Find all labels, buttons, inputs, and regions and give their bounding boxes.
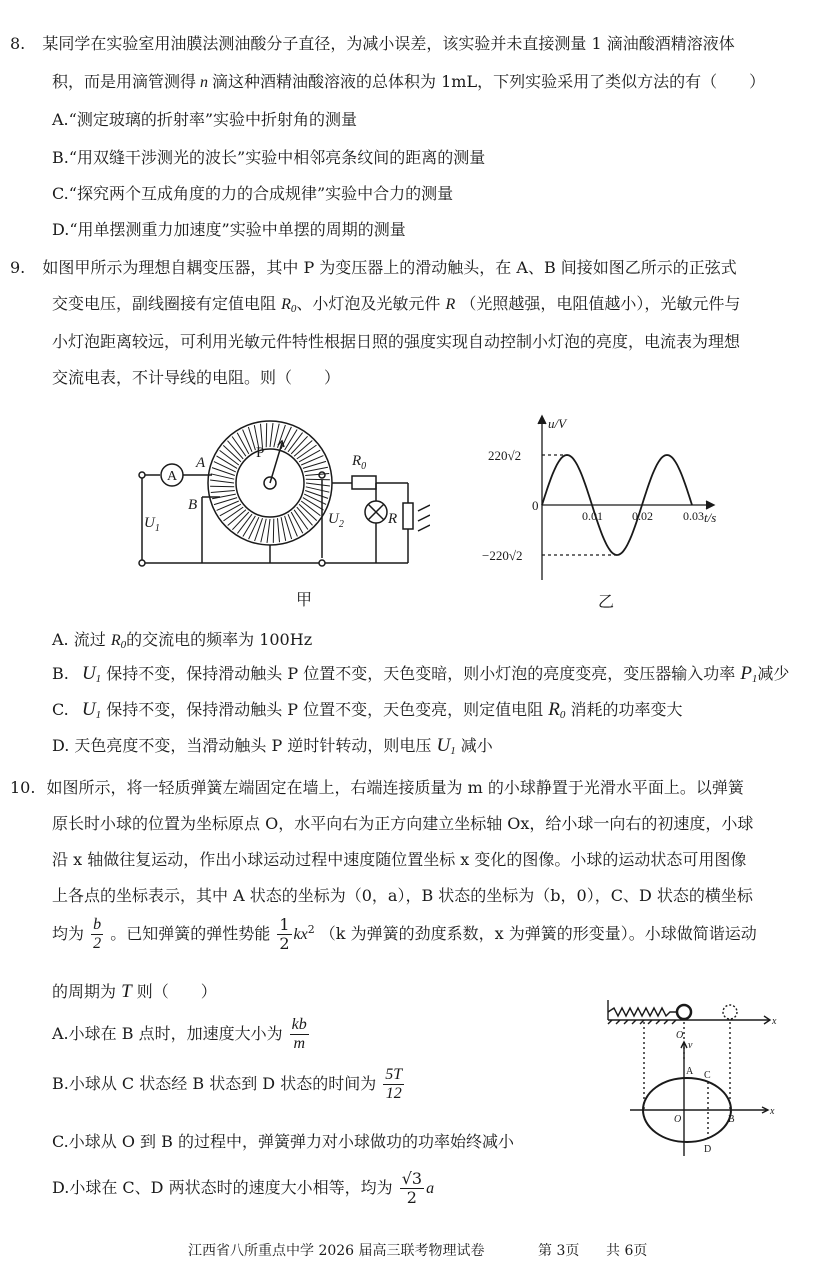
fig-o-top: O (676, 1030, 684, 1041)
q9-stem-line-1 (10, 256, 737, 280)
q9-option-a[interactable]: A. 流过 $R_0$的交流电的频率为 100Hz (52, 630, 313, 651)
fig-v-axis: v (688, 1040, 693, 1051)
coil-turn (285, 430, 298, 451)
fig-point-d: D (704, 1144, 712, 1155)
coil-turn (261, 519, 266, 543)
q9-figure-yi-caption: 乙 (598, 592, 615, 611)
q9-figure-jia (130, 405, 430, 595)
coil-turn (303, 498, 324, 511)
q10-stem-1: 如图所示，将一轻质弹簧左端固定在墙上，右端连接质量为 m 的小球静置于光滑水平面上。以弹簧 (46, 778, 744, 797)
coil-turn (211, 474, 235, 479)
coil-turn (211, 491, 235, 493)
fig-x-top: x (772, 1016, 777, 1027)
q10-option-b[interactable]: B.小球从 C 状态经 B 状态到 D 状态的时间为 $\frac{5T}{12}$ (52, 1066, 403, 1102)
fig-origin-o: O (674, 1114, 682, 1125)
coil-turn (304, 467, 328, 472)
y-axis-label: u/V (548, 416, 567, 431)
q8-number: 8. (10, 34, 26, 53)
coil-turn (212, 468, 235, 476)
q8-stem-line-2 (52, 70, 765, 95)
q9-option-b[interactable]: B. $U_1$ 保持不变，保持滑动触头 P 位置不变，天色变暗，则小灯泡的亮度变亮，变压器输入功率 $P_1$减少 (52, 663, 790, 685)
q10-option-a[interactable]: A.小球在 B 点时，加速度大小为 $\frac{kb}{m}$ (52, 1016, 307, 1052)
q9-stem-1: 如图甲所示为理想自耦变压器，其中 P 为变压器上的滑动触头，在 A、B 间接如图乙所示的正弦式 (42, 258, 737, 277)
q8-stem-2b: 滴这种酒精油酸溶液的总体积为 1mL，下列实验采用了类似方法的有（ ） (212, 72, 766, 91)
q8-stem-2a: 积，而是用滴管测得 (52, 72, 197, 91)
q10-stem-line-2: 原长时小球的位置为坐标原点 O，水平向右为正方向建立坐标轴 Ox，给小球一向右的初速度，小球 (52, 814, 754, 833)
coil-turn (306, 483, 330, 486)
q10-option-c[interactable]: C.小球从 O 到 B 的过程中，弹簧弹力对小球做功的功率始终减小 (52, 1132, 514, 1151)
coil-turn (278, 518, 280, 542)
coil-turn (267, 519, 270, 543)
fraction-b-over-2: $\frac{b}{2}$ (93, 916, 102, 952)
q9-option-d[interactable]: D. 天色亮度不变，当滑动触头 P 逆时针转动，则电压 $U_1$ 减小 (52, 735, 493, 757)
fig-point-c: C (704, 1070, 711, 1081)
origin-label: 0 (532, 498, 539, 513)
coil-turn (297, 445, 317, 459)
q10-stem-line-6: 的周期为 T 则（ ） (52, 981, 217, 1002)
q8-stem-line-1 (10, 32, 735, 56)
coil-turn (237, 433, 249, 454)
fig-point-a: A (686, 1066, 694, 1077)
q9-stem-line-4: 交流电表，不计导线的电阻。则（ ） (52, 368, 341, 387)
q10-stem-line-1 (10, 776, 744, 800)
coil-turn (270, 423, 273, 447)
q9-stem-line-2 (52, 292, 740, 321)
fig-x-axis: x (770, 1106, 775, 1117)
q9-symbol-r0: $R_0$ (281, 296, 297, 315)
q9-stem-2b: 、小灯泡及光敏元件 (296, 294, 441, 313)
fraction-sqrt3-over-2: $\frac{√3}{2}$ (401, 1169, 423, 1207)
footer-total: 共 6页 (606, 1243, 648, 1259)
coil-turn (281, 517, 286, 541)
coil-turn (220, 504, 241, 516)
q8-option-b[interactable]: B.“用双缝干涉测光的波长”实验中相邻亮条纹间的距离的测量 (52, 148, 486, 167)
fig-point-b: B (728, 1114, 735, 1125)
fraction-one-half: $\frac{1}{2}$ (279, 915, 290, 953)
q8-option-a[interactable]: A.“测定玻璃的折射率”实验中折射角的测量 (52, 110, 358, 129)
coil-turn (306, 479, 330, 480)
coil-turn (299, 450, 320, 462)
y-max-label: 220√2 (488, 448, 522, 463)
q10-figure (600, 990, 780, 1160)
q10-stem-line-5: 均为 $\frac{b}{2}$ 。已知弹簧的弹性势能 $\frac{1}{2}$ $kx^2$ （k 为弹簧的劲度系数，x 为弹簧的形变量）。小球做简谐运动 (52, 915, 757, 953)
q8-option-d[interactable]: D.“用单摆测重力加速度”实验中单摆的周期的测量 (52, 220, 406, 239)
coil-turn (243, 516, 256, 537)
coil-turn (273, 519, 274, 543)
q9-symbol-r: R (445, 296, 456, 313)
coil-turn (210, 480, 234, 483)
q10-number: 10. (10, 778, 36, 797)
slider-p-label: P (256, 445, 265, 461)
coil-turn (232, 437, 246, 457)
u1-label: $U_1$ (144, 515, 160, 534)
q9-option-c[interactable]: C. $U_1$ 保持不变，保持滑动触头 P 位置不变，天色变亮，则定值电阻 $R_0$ 消耗的功率变大 (52, 699, 683, 721)
coil-turn (249, 517, 259, 539)
coil-turn (224, 507, 244, 521)
x-tick-label-2: 0.02 (632, 509, 653, 523)
coil-turn (294, 510, 308, 530)
footer-page: 第 3页 (538, 1243, 580, 1259)
q8-stem-1: 某同学在实验室用油膜法测油酸分子直径，为减小误差，该实验并未直接测量 1 滴油酸酒精溶液体 (42, 34, 735, 53)
q9-figure-jia-caption: 甲 (296, 590, 313, 609)
u2-label: $U_2$ (328, 511, 344, 530)
r-label: R (388, 511, 398, 527)
y-min-label: −220√2 (482, 548, 523, 563)
coil-turn (306, 487, 330, 492)
terminal-b-label: B (188, 497, 198, 513)
q9-stem-2c: （光照越强，电阻值越小），光敏元件与 (460, 294, 741, 313)
q10-stem-line-4: 上各点的坐标表示，其中 A 状态的坐标为（0，a），B 状态的坐标为（b，0），C、D 状态的横坐标 (52, 886, 753, 905)
q10-stem-line-3: 沿 x 轴做往复运动，作出小球运动过程中速度随位置坐标 x 变化的图像。小球的运动状态可用图像 (52, 850, 747, 869)
coil-turn (210, 486, 234, 487)
q9-stem-line-3: 小灯泡距离较远，可利用光敏元件特性根据日照的强度实现自动控制小灯泡的亮度，电流表为理想 (52, 332, 741, 351)
coil-turn (281, 427, 291, 449)
q9-number: 9. (10, 258, 26, 277)
q8-symbol-n: n (200, 74, 209, 91)
q8-option-c[interactable]: C.“探究两个互成角度的力的合成规律”实验中合力的测量 (52, 184, 454, 203)
coil-turn (291, 512, 303, 533)
coil-turn (217, 456, 238, 469)
coil-turn (304, 494, 326, 504)
fraction-kb-over-m: $\frac{kb}{m}$ (291, 1016, 307, 1052)
coil-turn (214, 462, 236, 472)
coil-turn (255, 518, 263, 541)
x-tick-label-3: 0.03 (683, 509, 704, 523)
x-tick-label-1: 0.01 (582, 509, 603, 523)
q10-option-d[interactable]: D.小球在 C、D 两状态时的速度大小相等，均为 $\frac{√3}{2}$ a (52, 1169, 435, 1207)
ammeter-symbol: A (167, 469, 178, 484)
x-axis-label: t/s (704, 510, 717, 525)
coil-turn (266, 423, 267, 447)
q9-figure-yi-chart (480, 410, 720, 590)
footer-school: 江西省八所重点中学 2026 届高三联考物理试卷 (188, 1243, 485, 1259)
fraction-5t-over-12: $\frac{5T}{12}$ (385, 1066, 403, 1102)
terminal-a-label: A (196, 455, 206, 471)
coil-turn (305, 491, 328, 499)
r0-label: $R_0$ (352, 453, 367, 472)
q9-stem-2a: 交变电压，副线圈接有定值电阻 (52, 294, 277, 313)
